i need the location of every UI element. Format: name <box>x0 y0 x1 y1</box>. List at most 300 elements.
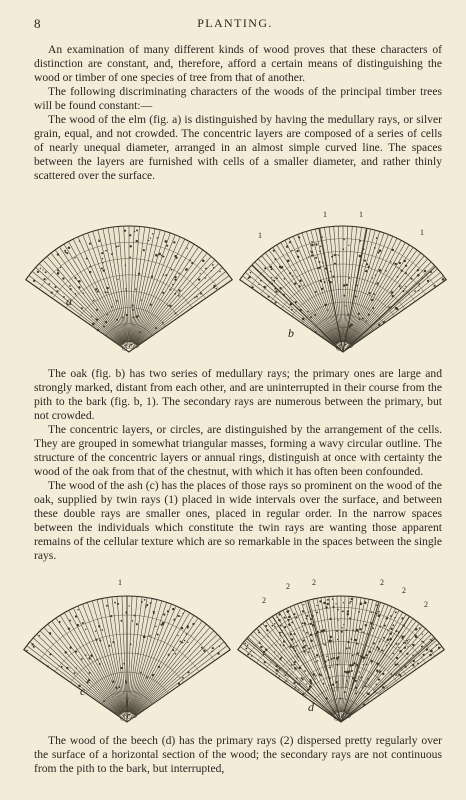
cell-pore <box>333 606 335 608</box>
cell-pore <box>351 638 353 640</box>
cell-pore <box>294 661 296 663</box>
cell-pore <box>310 639 313 642</box>
cell-pore <box>395 611 397 613</box>
cell-pore <box>102 262 103 263</box>
cell-pore <box>392 249 394 251</box>
cell-pore <box>200 273 201 274</box>
cell-pore <box>309 685 312 688</box>
cell-pore <box>200 292 202 294</box>
cell-pore <box>301 677 303 679</box>
text-block-top <box>34 43 442 183</box>
cell-pore <box>106 605 108 607</box>
cell-pore <box>365 654 367 656</box>
cell-pore <box>359 255 362 258</box>
cell-pore <box>116 300 118 302</box>
figure-a-elm-section <box>34 216 224 358</box>
cell-pore <box>51 292 53 294</box>
cell-pore <box>68 628 70 630</box>
paragraph: The wood of the beech (d) has the primary rays (2) dispersed pretty regularly over the surface of a horizontal section of the wood; the secondary rays are not continuous from the pith to the bark, but interrupted, <box>34 734 442 775</box>
cell-pore <box>379 269 382 272</box>
cell-pore <box>304 670 306 672</box>
cell-pore <box>349 602 351 604</box>
cell-pore <box>134 615 136 617</box>
cell-pore <box>49 632 51 634</box>
cell-pore <box>279 287 281 289</box>
cell-pore <box>103 326 105 328</box>
cell-pore <box>213 287 215 289</box>
cell-pore <box>293 663 295 665</box>
cell-pore <box>398 643 399 644</box>
cell-pore <box>69 285 71 287</box>
cell-pore <box>359 628 361 630</box>
figure-letter-c: c <box>80 684 86 698</box>
cell-pore <box>398 647 399 648</box>
cell-pore <box>118 245 120 247</box>
cell-pore <box>313 673 316 676</box>
cell-pore <box>390 306 392 308</box>
cell-pore <box>373 293 375 295</box>
cell-pore <box>319 600 321 602</box>
cell-pore <box>178 295 180 297</box>
cell-pore <box>349 617 351 619</box>
cell-pore <box>336 630 338 632</box>
cell-pore <box>410 278 412 280</box>
cell-pore <box>125 680 126 681</box>
cell-pore <box>174 312 176 314</box>
ray-label: 1 <box>323 210 327 219</box>
cell-pore <box>313 653 314 654</box>
cell-pore <box>189 259 191 261</box>
cell-pore <box>98 239 99 240</box>
cell-pore <box>430 650 433 653</box>
cell-pore <box>106 287 109 290</box>
cell-pore <box>274 288 276 290</box>
cell-pore <box>115 687 117 689</box>
cell-pore <box>192 623 194 625</box>
cell-pore <box>405 272 407 274</box>
cell-pore <box>175 653 177 655</box>
cell-pore <box>162 292 164 294</box>
cell-pore <box>396 643 398 645</box>
cell-pore <box>205 277 206 278</box>
cell-pore <box>85 655 86 656</box>
cell-pore <box>412 654 413 655</box>
cell-pore <box>311 254 313 256</box>
cell-pore <box>289 668 290 669</box>
cell-pore <box>340 698 342 700</box>
cell-pore <box>382 686 384 688</box>
cell-pore <box>161 255 162 256</box>
cell-pore <box>263 286 266 289</box>
cell-pore <box>284 681 286 683</box>
cell-pore <box>327 687 328 688</box>
cell-pore <box>79 240 80 241</box>
cell-pore <box>378 324 380 326</box>
cell-pore <box>397 267 398 268</box>
cell-pore <box>105 291 107 293</box>
cell-pore <box>306 632 308 634</box>
cell-pore <box>125 265 126 266</box>
cell-pore <box>396 674 398 676</box>
cell-pore <box>112 681 114 683</box>
cell-pore <box>101 629 103 631</box>
cell-pore <box>284 617 286 619</box>
cell-pore <box>182 628 183 629</box>
cell-pore <box>308 256 309 257</box>
cell-pore <box>357 652 359 654</box>
cell-pore <box>265 648 267 650</box>
cell-pore <box>399 650 402 653</box>
cell-pore <box>333 690 334 691</box>
cell-pore <box>174 276 176 278</box>
cell-pore <box>395 307 397 309</box>
cell-pore <box>321 630 324 633</box>
cell-pore <box>311 251 313 253</box>
cell-pore <box>337 609 338 610</box>
cell-pore <box>146 604 148 606</box>
cell-pore <box>326 698 328 700</box>
cell-pore <box>312 624 314 626</box>
cell-pore <box>155 327 157 329</box>
cell-pore <box>335 681 338 684</box>
cell-pore <box>284 674 286 676</box>
cell-pore <box>404 647 406 649</box>
cell-pore <box>37 271 39 273</box>
cell-pore <box>314 656 315 657</box>
cell-pore <box>162 322 164 324</box>
cell-pore <box>291 638 294 641</box>
cell-pore <box>178 273 180 275</box>
cell-pore <box>39 635 40 636</box>
cell-pore <box>119 686 121 688</box>
cell-pore <box>88 679 90 681</box>
cell-pore <box>49 653 51 655</box>
cell-pore <box>132 317 134 319</box>
cell-pore <box>187 671 189 673</box>
cell-pore <box>296 645 298 647</box>
cell-pore <box>381 649 383 651</box>
cell-pore <box>359 240 361 242</box>
running-title: PLANTING. <box>197 16 273 30</box>
cell-pore <box>191 262 193 264</box>
cell-pore <box>211 270 212 271</box>
cell-pore <box>291 309 293 311</box>
cell-pore <box>187 248 188 249</box>
cell-pore <box>96 659 98 661</box>
cell-pore <box>384 625 386 627</box>
cell-pore <box>377 663 380 666</box>
cell-pore <box>144 599 146 601</box>
cell-pore <box>219 271 220 272</box>
cell-pore <box>378 678 380 680</box>
cell-pore <box>95 639 97 641</box>
cell-pore <box>311 241 313 243</box>
cell-pore <box>405 286 406 287</box>
cell-pore <box>421 641 422 642</box>
cell-pore <box>302 679 304 681</box>
cell-pore <box>324 644 325 645</box>
cell-pore <box>212 264 214 266</box>
cell-pore <box>353 662 356 665</box>
cell-pore <box>346 680 347 681</box>
cell-pore <box>92 323 95 326</box>
cell-pore <box>302 693 304 695</box>
cell-pore <box>60 267 61 268</box>
cell-pore <box>306 615 308 617</box>
cell-pore <box>365 685 367 687</box>
ray-label: 2 <box>312 578 316 587</box>
cell-pore <box>134 231 135 232</box>
cell-pore <box>315 257 317 259</box>
cell-pore <box>275 665 277 667</box>
cell-pore <box>302 640 304 642</box>
cell-pore <box>315 635 317 637</box>
cell-pore <box>422 654 424 656</box>
cell-pore <box>26 650 28 652</box>
cell-pore <box>359 671 360 672</box>
cell-pore <box>130 643 132 645</box>
cell-pore <box>163 613 165 615</box>
cell-pore <box>325 606 328 609</box>
cell-pore <box>355 296 357 298</box>
cell-pore <box>70 646 72 648</box>
cell-pore <box>296 250 298 252</box>
cell-pore <box>388 306 389 307</box>
cell-pore <box>406 640 408 642</box>
cell-pore <box>114 602 116 604</box>
cell-pore <box>126 314 128 316</box>
cell-pore <box>95 318 97 320</box>
cell-pore <box>89 266 91 268</box>
cell-pore <box>375 274 376 275</box>
cell-pore <box>337 325 338 326</box>
cell-pore <box>350 324 353 327</box>
figure-letter-d: d <box>308 700 314 714</box>
cell-pore <box>342 627 343 628</box>
cell-pore <box>105 250 107 252</box>
cell-pore <box>112 641 114 643</box>
cell-pore <box>302 318 305 321</box>
cell-pore <box>130 245 132 247</box>
paragraph: The concentric layers, or circles, are distinguished by the arrangement of the cells. They are grouped in somewhat triangular masses, forming a wavy circular outline. The structure of the concentric layers or annual rings, distinguish at once with certainty the wood of the oak from that of the chestnut, with which it has often been confounded. <box>34 423 442 478</box>
cell-pore <box>279 266 281 268</box>
cell-pore <box>367 678 369 680</box>
cell-pore <box>326 656 327 657</box>
cell-pore <box>276 673 278 675</box>
cell-pore <box>278 677 280 679</box>
cell-pore <box>273 280 275 282</box>
cell-pore <box>343 602 344 603</box>
cell-pore <box>268 296 270 298</box>
cell-pore <box>213 267 214 268</box>
cell-pore <box>434 285 436 287</box>
cell-pore <box>275 290 277 292</box>
cell-pore <box>150 304 152 306</box>
cell-pore <box>366 321 367 322</box>
cell-pore <box>133 309 135 311</box>
cell-pore <box>155 626 156 627</box>
figure-letter-b: b <box>288 326 294 340</box>
cell-pore <box>332 598 334 600</box>
cell-pore <box>91 315 92 316</box>
cell-pore <box>186 633 188 635</box>
cell-pore <box>356 629 359 632</box>
cell-pore <box>379 249 382 252</box>
cell-pore <box>172 284 174 286</box>
cell-pore <box>244 642 246 644</box>
cell-pore <box>286 245 288 247</box>
cell-pore <box>180 641 182 643</box>
cell-pore <box>167 610 169 612</box>
cell-pore <box>95 288 97 290</box>
cell-pore <box>258 630 259 631</box>
cell-pore <box>376 646 378 648</box>
cell-pore <box>194 297 196 299</box>
cell-pore <box>346 284 348 286</box>
cell-pore <box>348 245 349 246</box>
cell-pore <box>310 623 312 625</box>
cell-pore <box>89 243 91 245</box>
figure-letter-a: a <box>66 294 72 308</box>
cell-pore <box>391 291 394 294</box>
cell-pore <box>251 655 252 656</box>
cell-pore <box>116 246 118 248</box>
cell-pore <box>400 288 401 289</box>
cell-pore <box>372 307 374 309</box>
cell-pore <box>347 314 348 315</box>
cell-pore <box>403 624 405 626</box>
cell-pore <box>279 676 280 677</box>
cell-pore <box>286 671 287 672</box>
cell-pore <box>333 657 335 659</box>
cell-pore <box>86 681 88 683</box>
cell-pore <box>349 664 351 666</box>
cell-pore <box>321 288 323 290</box>
cell-pore <box>211 651 212 652</box>
cell-pore <box>187 642 188 643</box>
cell-pore <box>143 249 145 251</box>
cell-pore <box>66 667 68 669</box>
cell-pore <box>45 271 47 273</box>
cell-pore <box>155 254 158 257</box>
cell-pore <box>103 269 105 271</box>
cell-pore <box>356 664 358 666</box>
cell-pore <box>77 624 79 626</box>
cell-pore <box>245 648 247 650</box>
cell-pore <box>424 270 426 272</box>
cell-pore <box>129 234 131 236</box>
cell-pore <box>378 648 380 650</box>
cell-pore <box>430 639 431 640</box>
cell-pore <box>40 268 41 269</box>
cell-pore <box>352 677 354 679</box>
cell-pore <box>310 682 312 684</box>
cell-pore <box>331 256 333 258</box>
cell-pore <box>303 650 305 652</box>
cell-pore <box>315 331 317 333</box>
cell-pore <box>302 622 304 624</box>
page-header <box>34 16 436 32</box>
cell-pore <box>378 611 380 613</box>
cell-pore <box>171 269 173 271</box>
cell-pore <box>278 619 281 622</box>
cell-pore <box>283 640 285 642</box>
cell-pore <box>397 276 399 278</box>
cell-pore <box>83 292 84 293</box>
cell-pore <box>290 633 292 635</box>
cell-pore <box>297 256 299 258</box>
cell-pore <box>290 646 291 647</box>
cell-pore <box>338 255 339 256</box>
cell-pore <box>162 622 165 625</box>
cell-pore <box>97 291 99 293</box>
cell-pore <box>379 670 381 672</box>
cell-pore <box>170 305 172 307</box>
cell-pore <box>422 634 423 635</box>
cell-pore <box>264 267 266 269</box>
cell-pore <box>266 629 268 631</box>
cell-pore <box>33 646 35 648</box>
cell-pore <box>293 648 294 649</box>
cell-pore <box>320 280 322 282</box>
cell-pore <box>337 659 338 660</box>
cell-pore <box>363 664 364 665</box>
cell-pore <box>89 271 91 273</box>
cell-pore <box>417 269 419 271</box>
cell-pore <box>368 314 370 316</box>
cell-pore <box>343 284 345 286</box>
cell-pore <box>75 293 76 294</box>
cell-pore <box>145 606 147 608</box>
cell-pore <box>64 250 66 252</box>
cell-pore <box>394 617 395 618</box>
cell-pore <box>403 260 406 263</box>
cell-pore <box>212 647 214 649</box>
cell-pore <box>382 673 384 675</box>
cell-pore <box>325 267 327 269</box>
cell-pore <box>341 631 343 633</box>
cell-pore <box>323 629 325 631</box>
cell-pore <box>365 624 367 626</box>
cell-pore <box>305 645 307 647</box>
cell-pore <box>258 284 259 285</box>
cell-pore <box>376 605 377 606</box>
cell-pore <box>359 318 361 320</box>
cell-pore <box>345 305 346 306</box>
cell-pore <box>173 619 175 621</box>
cell-pore <box>296 678 298 680</box>
cell-pore <box>140 672 142 674</box>
cell-pore <box>103 700 105 702</box>
cell-pore <box>275 644 276 645</box>
cell-pore <box>366 663 368 665</box>
cell-pore <box>182 677 184 679</box>
cell-pore <box>431 640 433 642</box>
cell-pore <box>355 680 357 682</box>
cell-pore <box>250 651 251 652</box>
cell-pore <box>95 631 96 632</box>
cell-pore <box>310 634 312 636</box>
cell-pore <box>419 627 421 629</box>
cell-pore <box>298 689 299 690</box>
cell-pore <box>178 289 180 291</box>
cell-pore <box>318 261 320 263</box>
cell-pore <box>315 675 316 676</box>
cell-pore <box>299 683 301 685</box>
cell-pore <box>328 685 329 686</box>
cell-pore <box>403 642 405 644</box>
cell-pore <box>76 667 77 668</box>
